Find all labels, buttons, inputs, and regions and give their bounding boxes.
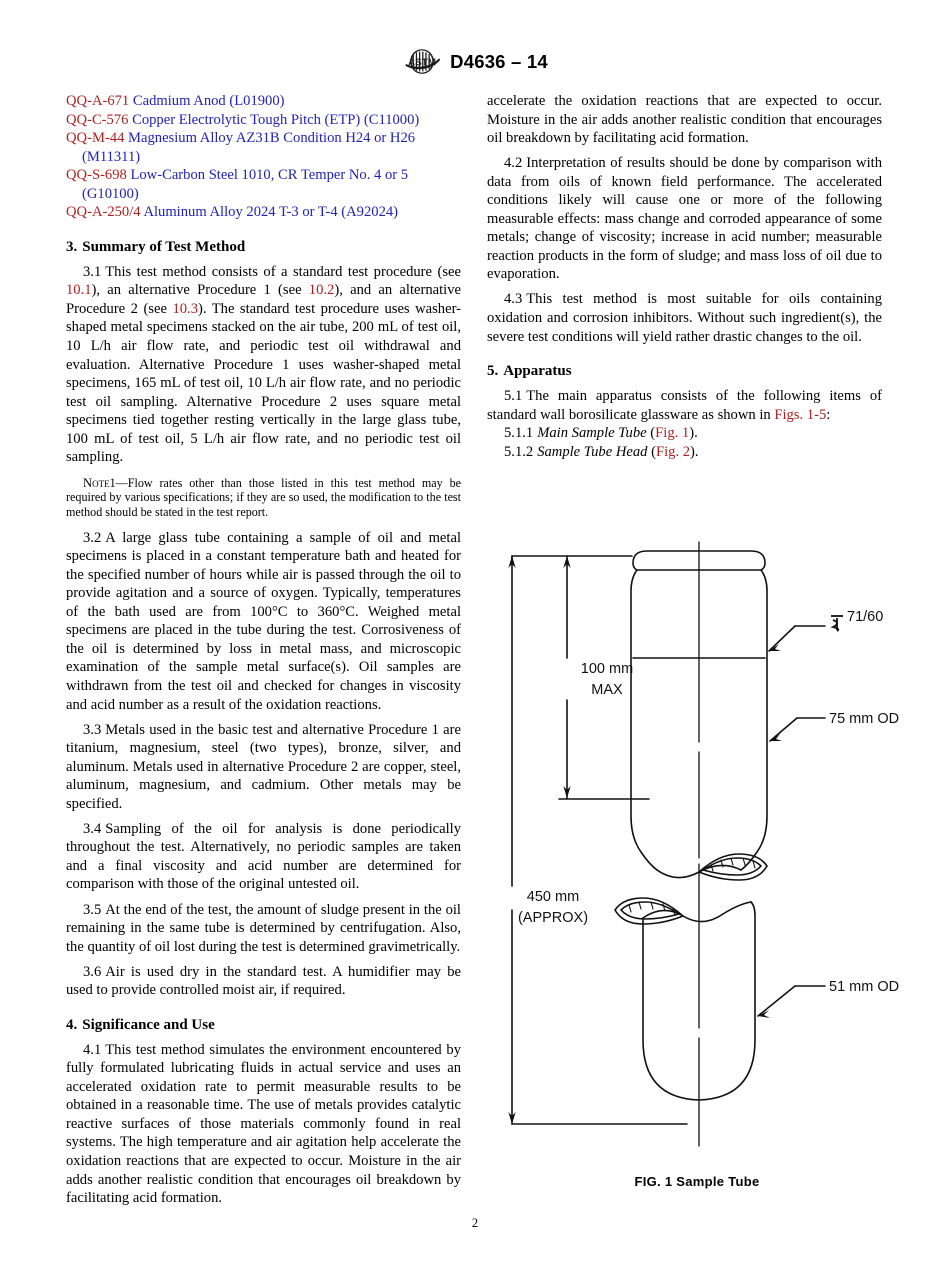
- label-51mm-od: 51 mm OD: [829, 979, 900, 995]
- reference-description: Copper Electrolytic Tough Pitch (ETP) (C11000): [132, 111, 420, 128]
- reference-description: Aluminum Alloy 2024 T-3 or T-4 (A92024): [143, 204, 399, 221]
- lower-tube-right-wall: [699, 902, 755, 1100]
- note-text: 1—Flow rates other than those listed in this test method may be required by various specifications; if they are so used, the modification to the test method should be stated in the test report.: [66, 475, 461, 520]
- list-item: [66, 129, 461, 166]
- paragraph-4-3: [487, 290, 882, 346]
- subclause-title: Main Sample Tube: [537, 425, 647, 442]
- label-450mm: 450 mm: [526, 889, 580, 905]
- label-100mm: 100 mm: [580, 661, 634, 677]
- paragraph-3-1: [66, 263, 461, 467]
- paragraph-number: 3.1: [83, 263, 102, 280]
- page-number: 2: [471, 1216, 479, 1230]
- list-item: [66, 92, 461, 111]
- cross-reference-fig-2[interactable]: Fig. 2: [655, 443, 691, 460]
- referenced-documents-list: [66, 92, 461, 222]
- label-75mm-od: 75 mm OD: [829, 711, 900, 727]
- label-joint-size: 71/60: [847, 609, 884, 625]
- section-number: 3.: [66, 238, 78, 255]
- paragraph-4-2: [487, 154, 882, 284]
- break-symbol-upper: [657, 854, 767, 880]
- reference-description: Cadmium Anod (L01900): [132, 93, 285, 109]
- tube-right-wall: [741, 570, 767, 870]
- cross-reference-10-1[interactable]: 10.1: [66, 282, 92, 299]
- paragraph-4-1-continued: [487, 92, 882, 148]
- left-column: [66, 92, 461, 1214]
- paragraph-5-1-2: [487, 443, 882, 462]
- dimension-450: [508, 556, 687, 1124]
- paragraph-5-1-1: [487, 424, 882, 443]
- leader-75mm-od: [770, 718, 825, 741]
- reference-code: QQ-M-44: [66, 130, 125, 147]
- note-1: [66, 476, 461, 520]
- paragraph-3-6: [66, 963, 461, 1000]
- section-title: Significance and Use: [82, 1016, 215, 1033]
- figure-1-sample-tube: [487, 528, 907, 1208]
- paragraph-number: 3.3: [83, 721, 102, 738]
- list-item: [66, 166, 461, 203]
- leader-joint-71-60: [769, 626, 825, 651]
- reference-code: QQ-S-698: [66, 167, 127, 184]
- reference-description: Low-Carbon Steel 1010, CR Temper No. 4 or 5 (G10100): [82, 167, 409, 202]
- paren-open: (: [651, 443, 656, 460]
- paragraph-number: 3.5: [83, 901, 102, 918]
- paren-close: ).: [689, 425, 698, 442]
- paragraph-text: The main apparatus consists of the following items of standard wall borosilicate glassware as shown in: [487, 388, 882, 423]
- reference-code: QQ-A-250/4: [66, 204, 141, 221]
- reference-code: QQ-A-671: [66, 93, 130, 109]
- sample-tube-drawing: [487, 528, 907, 1168]
- list-item: [66, 111, 461, 130]
- paragraph-text: ), and an alternative Procedure 2 (see: [66, 282, 461, 317]
- label-100mm-max: MAX: [591, 682, 623, 698]
- section-number: 5.: [487, 363, 499, 380]
- note-label: Note: [83, 475, 110, 490]
- section-heading-significance: [66, 1016, 461, 1034]
- paragraph-number: 5.1: [504, 388, 523, 405]
- section-title: Apparatus: [503, 363, 572, 380]
- section-heading-apparatus: [487, 362, 882, 380]
- paragraph-text: Air is used dry in the standard test. A humidifier may be used to provide controlled moist air, if required.: [66, 963, 461, 999]
- paragraph-text: :: [826, 406, 831, 423]
- section-number: 4.: [66, 1016, 78, 1033]
- paragraph-3-2: [66, 529, 461, 714]
- paragraph-text: At the end of the test, the amount of sludge present in the oil remaining in the same tube is determined by centrifugation. Also, the quantity of oil lost during the test is determined gravimetrically.: [66, 901, 461, 955]
- page-header: [0, 48, 950, 75]
- paragraph-4-1: [66, 1041, 461, 1208]
- tube-left-wall: [631, 570, 657, 870]
- astm-logo-icon: [402, 48, 442, 75]
- paragraph-text: Sampling of the oil for analysis is done periodically throughout the test. Alternatively, no periodic samples are taken and a final viscosity and acid number are determined for comparison with those of the original untested oil.: [66, 820, 461, 893]
- paragraph-3-4: [66, 820, 461, 894]
- section-heading-summary: [66, 238, 461, 256]
- reference-code: QQ-C-576: [66, 111, 129, 128]
- paragraph-text: Metals used in the basic test and alternative Procedure 1 are titanium, magnesium, steel (two types), bronze, silver, and aluminum. Metals used in alternative Procedure 2 are copper, steel, aluminum, magnesium, and cadmium. Other metals may be specified.: [66, 721, 461, 812]
- list-item: [66, 203, 461, 222]
- cross-reference-fig-1[interactable]: Fig. 1: [655, 425, 690, 442]
- standard-designation: D4636 – 14: [450, 50, 548, 72]
- lower-tube-left-wall: [643, 918, 699, 1100]
- paragraph-text: ). The standard test procedure uses washer-shaped metal specimens stacked on the air tube, 200 mL of test oil, 10 L/h air flow rate, and periodic test oil withdrawal and evaluation. Alternative Procedure 1 uses washer-shaped metal specimens, 165 mL of test oil, 10 L/h air flow rate, and no periodic test oil sampling. Alternative Procedure 2 uses square metal specimens tied together resting vertically in the large glass tube, 100 mL of test oil, 5 L/h air flow rate, and no periodic test oil sampling.: [66, 300, 461, 466]
- label-450mm-approx: (APPROX): [517, 910, 589, 926]
- paren-open: (: [650, 425, 656, 442]
- cross-reference-10-2[interactable]: 10.2: [308, 282, 335, 299]
- subclause-title: Sample Tube Head: [537, 443, 648, 460]
- dimension-100-max: [559, 556, 649, 799]
- cross-reference-10-3[interactable]: 10.3: [172, 300, 198, 317]
- paragraph-number: 5.1.1: [504, 425, 534, 442]
- paragraph-number: 5.1.2: [504, 443, 534, 460]
- paragraph-5-1: [487, 387, 882, 424]
- paragraph-text: This test method consists of a standard test procedure (see: [105, 263, 461, 280]
- paragraph-3-3: [66, 721, 461, 814]
- paragraph-3-5: [66, 901, 461, 957]
- paragraph-text: ), an alternative Procedure 1 (see: [91, 282, 309, 299]
- paragraph-number: 4.3: [504, 291, 523, 308]
- paragraph-text: Interpretation of results should be done by comparison with data from oils of known field performance. The accelerated conditions likely will cause one or more of the following measurable effects: mass change and corroded appearance of some metals; change of viscosity; increase in acid number; measurable reaction products in the form of sludge; and mass loss of oil due to evaporation.: [487, 155, 882, 283]
- ground-glass-joint-icon: [831, 616, 843, 631]
- paragraph-text: This test method is most suitable for oils containing oxidation and corrosion inhibitors. Without such ingredient(s), the severe test conditions will yield rather drastic changes to the oil.: [487, 291, 882, 345]
- right-column: [487, 92, 882, 461]
- paragraph-number: 4.1: [83, 1041, 102, 1058]
- paren-close: ).: [690, 443, 699, 460]
- paragraph-number: 3.2: [83, 529, 102, 546]
- paragraph-text: accelerate the oxidation reactions that are expected to occur. Moisture in the air adds another realistic condition that encourages oil breakdown by facilitating acid formation.: [487, 93, 882, 147]
- paragraph-number: 3.6: [83, 963, 102, 980]
- paragraph-text: A large glass tube containing a sample of oil and metal specimens is placed in a constant temperature bath and heated for the specified number of hours while air is passed through the oil to provide agitation and a source of oxygen. Typically, temperatures of the bath used are from 100°C to 360°C. Weighed metal specimens are placed in the tube during the test. Corrosiveness of the oil is determined by loss in metal mass, and microscopic examination of the sample metal surface(s). Oil samples are withdrawn from the test oil and checked for changes in viscosity and acid number as a result of the oxidation reactions.: [66, 529, 461, 713]
- section-title: Summary of Test Method: [82, 238, 246, 255]
- figure-caption: FIG. 1 Sample Tube: [634, 1174, 760, 1189]
- paragraph-number: 4.2: [504, 155, 523, 172]
- paragraph-text: This test method simulates the environment encountered by fully formulated lubricating fluids in actual service and uses an accelerated oxidation rate to permit measurable results to be obtained in a reasonable time. The use of metals provides catalytic reactive surfaces of those materials commonly found in real systems. The high temperature and air agitation help accelerate the oxidation reactions that are expected to occur. Moisture in the air adds another realistic condition that encourages oil breakdown by facilitating acid formation.: [66, 1041, 461, 1207]
- paragraph-number: 3.4: [83, 820, 102, 837]
- svg-text:ASTM: ASTM: [408, 57, 437, 69]
- cross-reference-figs-1-5[interactable]: Figs. 1-5: [774, 406, 827, 423]
- break-symbol-lower: [615, 898, 751, 924]
- reference-description: Magnesium Alloy AZ31B Condition H24 or H26 (M11311): [82, 130, 416, 165]
- leader-51mm-od: [758, 986, 825, 1018]
